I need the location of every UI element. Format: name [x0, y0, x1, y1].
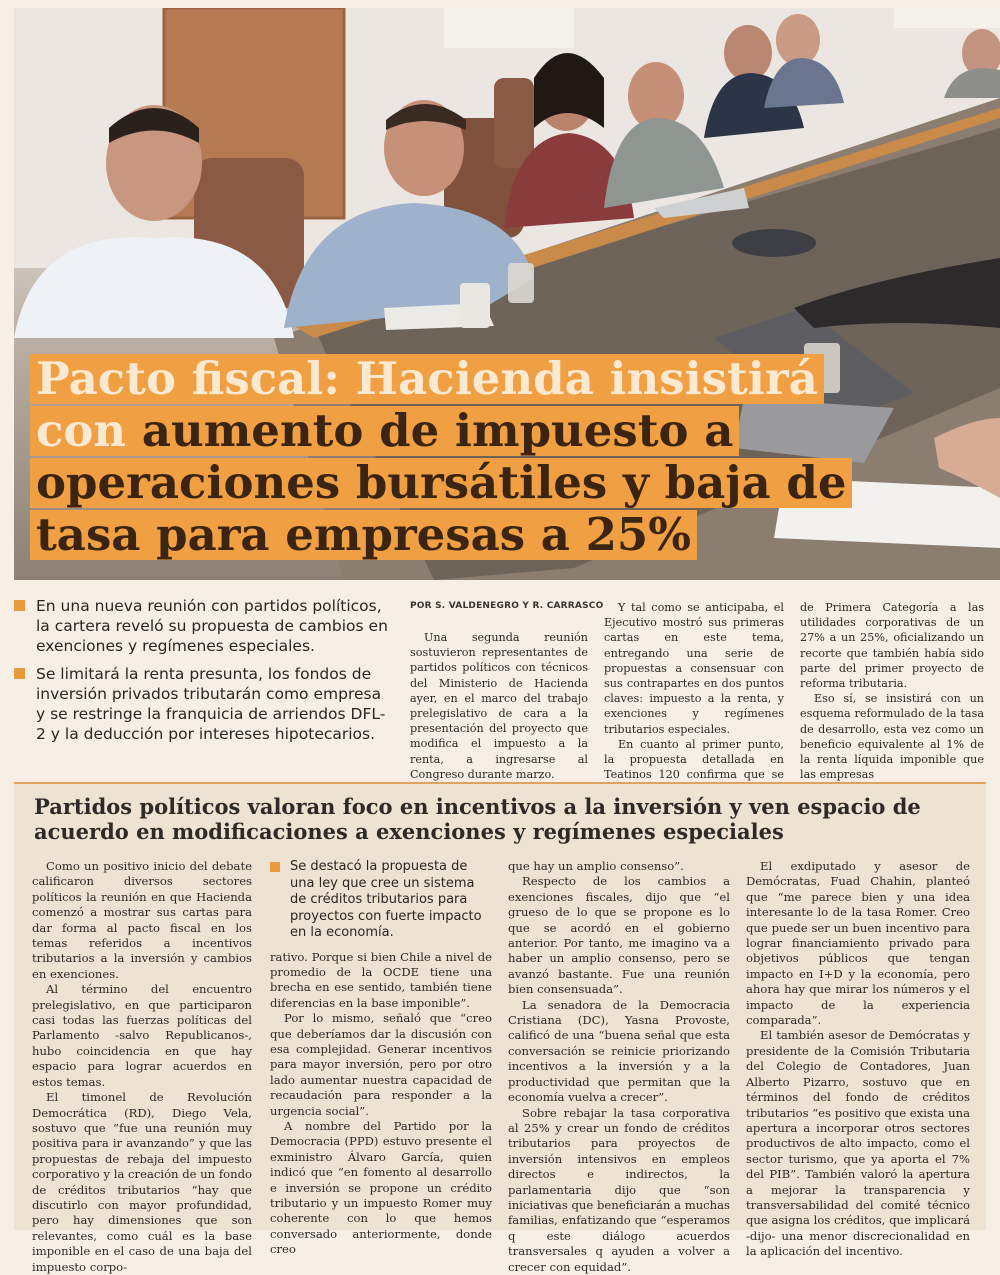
paragraph: El exdiputado y asesor de Demócratas, Fuad Chahin, planteó que “me parece bien y una idea interesante lo de la tasa Romer. Creo que puede ser un buen incentivo para lograr financiamiento privado para objetivos públicos que tengan impacto en I+D y la economía, pero ahora hay que mirar los números y el impacto de la experiencia comparada”. [746, 859, 970, 1028]
box-highlight-text: Se destacó la propuesta de una ley que cree un sistema de créditos tributarios para proyectos con fuerte impacto en la economía. [290, 859, 482, 940]
headline-line-4: tasa para empresas a 25% [30, 510, 697, 560]
paragraph: La senadora de la Democracia Cristiana (DC), Yasna Provoste, calificó de una “buena señal que esta conversación se reinicie priorizando incentivos a la inversión y a la productividad que permitan que la economía vuelva a crecer”. [508, 997, 730, 1105]
lead-bullets [14, 596, 394, 752]
paragraph: Por lo mismo, señaló que “creo que deberíamos dar la discusión con esa complejidad. Generar incentivos para mayor inversión, pero por otro lado aumentar nuestra capacidad de recaudación para responder a la urgencia social”. [270, 1011, 492, 1118]
article-column-3 [800, 600, 984, 782]
lead-bullet-text: En una nueva reunión con partidos políticos, la cartera reveló su propuesta de cambios en exenciones y regímenes especiales. [36, 597, 388, 655]
article-column-2 [604, 600, 784, 798]
paragraph: Y tal como se anticipaba, el Ejecutivo mostró sus primeras cartas en este tema, entregando una serie de propuestas a consensuar con sus contrapartes en dos puntos claves: impuesto a la renta, y exenciones y regímenes tributarios especiales. [604, 601, 784, 736]
paragraph: A nombre del Partido por la Democracia (PPD) estuvo presente el exministro Álvaro García, quien indicó que “en fomento al desarrollo e inversión se propone un crédito tributario y un impuesto Romer muy coherente con lo que hemos conversado anteriormente, donde creo [270, 1118, 492, 1257]
sidebar-box [14, 782, 986, 1274]
paragraph: de Primera Categoría a las utilidades corporativas de un 27% a un 25%, oficializando un recorte que también había sido parte del primer proyecto de reforma tributaria. [800, 601, 984, 691]
headline-line-2 [30, 406, 739, 456]
paragraph: Respecto de los cambios a exenciones fiscales, dijo que “el grueso de lo que se propone es lo que se acordó en el gobierno anterior. Por tanto, me imagino va a haber un amplio consenso, pero se avanzó bastante. Fue una reunión bien consensuada”. [508, 874, 730, 997]
headline-line-1: Pacto fiscal: Hacienda insistirá [30, 354, 824, 404]
box-column-3 [508, 859, 730, 1275]
box-column-1 [32, 859, 252, 1275]
paragraph: En cuanto al primer punto, la propuesta detallada en Teatinos 120 confirma que se [604, 737, 784, 782]
headline-line-3: operaciones bursátiles y baja de [30, 458, 852, 508]
lead-bullet [14, 596, 394, 656]
paragraph: Eso sí, se insistirá con un esquema reformulado de la tasa de desarrollo, esta vez como un beneficio equivalente al 1% de la renta líquida imponible que las empresas [800, 692, 984, 782]
paragraph: El también asesor de Demócratas y presidente de la Comisión Tributaria del Colegio de Contadores, Juan Alberto Pizarro, sostuvo que en términos del fondo de créditos tributarios “es positivo que exista una apertura a incorporar otros sectores productivos de alto impacto, como el sector turismo, que ya aporta el 7% del PIB”. También valoró la apertura a mejorar la transparencia y transversabilidad del comité técnico que asigna los créditos, que implicará -dijo- una menor discrecionalidad en la aplicación del incentivo. [746, 1028, 970, 1259]
box-title: Partidos políticos valoran foco en incentivos a la inversión y ven espacio de acuerdo en modificaciones a exenciones y regímenes especiales [34, 794, 921, 844]
paragraph: El timonel de Revolución Democrática (RD), Diego Vela, sostuvo que “fue una reunión muy positiva para ir avanzando” y que las propuestas de rebaja del impuesto corporativo y la creación de un fondo de créditos tributarios “hay que discutirlo con mayor profundidad, pero hay dimensiones que son relevantes, como cuál es la base imponible en el caso de una baja del impuesto corpo- [32, 1090, 252, 1274]
lead-bullet [14, 664, 394, 744]
headline-line-2-rest: aumento de impuesto a [141, 404, 734, 457]
byline: POR S. VALDENEGRO Y R. CARRASCO [410, 601, 604, 611]
article-column-1 [410, 630, 588, 782]
paragraph: Sobre rebajar la tasa corporativa al 25% y crear un fondo de créditos tributarios para proyectos de inversión intensivos en empleos directos e indirectos, la parlamentaria dijo que “son iniciativas que beneficiarán a muchas familias, enfatizando que “esperamos q este diálogo acuerdos transversales q ayuden a volver a crecer con equidad”. [508, 1105, 730, 1274]
lead-bullet-text: Se limitará la renta presunta, los fondos de inversión privados tributarán como empresa y se restringe la franquicia de arriendos DFL-2 y la deducción por intereses hipotecarios. [36, 665, 386, 743]
paragraph: Como un positivo inicio del debate calificaron diversos sectores políticos la reunión en que Hacienda comenzó a mostrar sus cartas para dar forma al pacto fiscal en los temas referidos a incentivos tributarios a la inversión y cambios en exenciones. [32, 859, 252, 981]
headline [30, 352, 847, 562]
paragraph: rativo. Porque si bien Chile a nivel de promedio de la OCDE tiene una brecha en ese sentido, también tiene diferencias en la base imponible”. [270, 949, 492, 1010]
paragraph: Al término del encuentro prelegislativo, en que participaron casi todas las fuerzas políticas del Parlamento -salvo Republicanos-, hubo coincidencia en que hay espacio para lograr acuerdos en estos temas. [32, 982, 252, 1089]
orange-square-icon [14, 600, 25, 611]
box-column-4 [746, 859, 970, 1260]
meeting-photo [14, 8, 1000, 580]
box-column-2 [270, 859, 492, 1258]
paragraph: que hay un amplio consenso”. [508, 859, 684, 873]
orange-square-icon [270, 862, 280, 872]
headline-line-2-light: con [36, 404, 142, 457]
paragraph: Una segunda reunión sostuvieron representantes de partidos políticos con técnicos del Ministerio de Hacienda ayer, en el marco del trabajo prelegislativo de cara a la presentación del proyecto que modifica el impuesto a la renta, a ingresarse al Congreso durante marzo. [410, 631, 588, 781]
orange-square-icon [14, 668, 25, 679]
box-highlight [270, 859, 492, 942]
